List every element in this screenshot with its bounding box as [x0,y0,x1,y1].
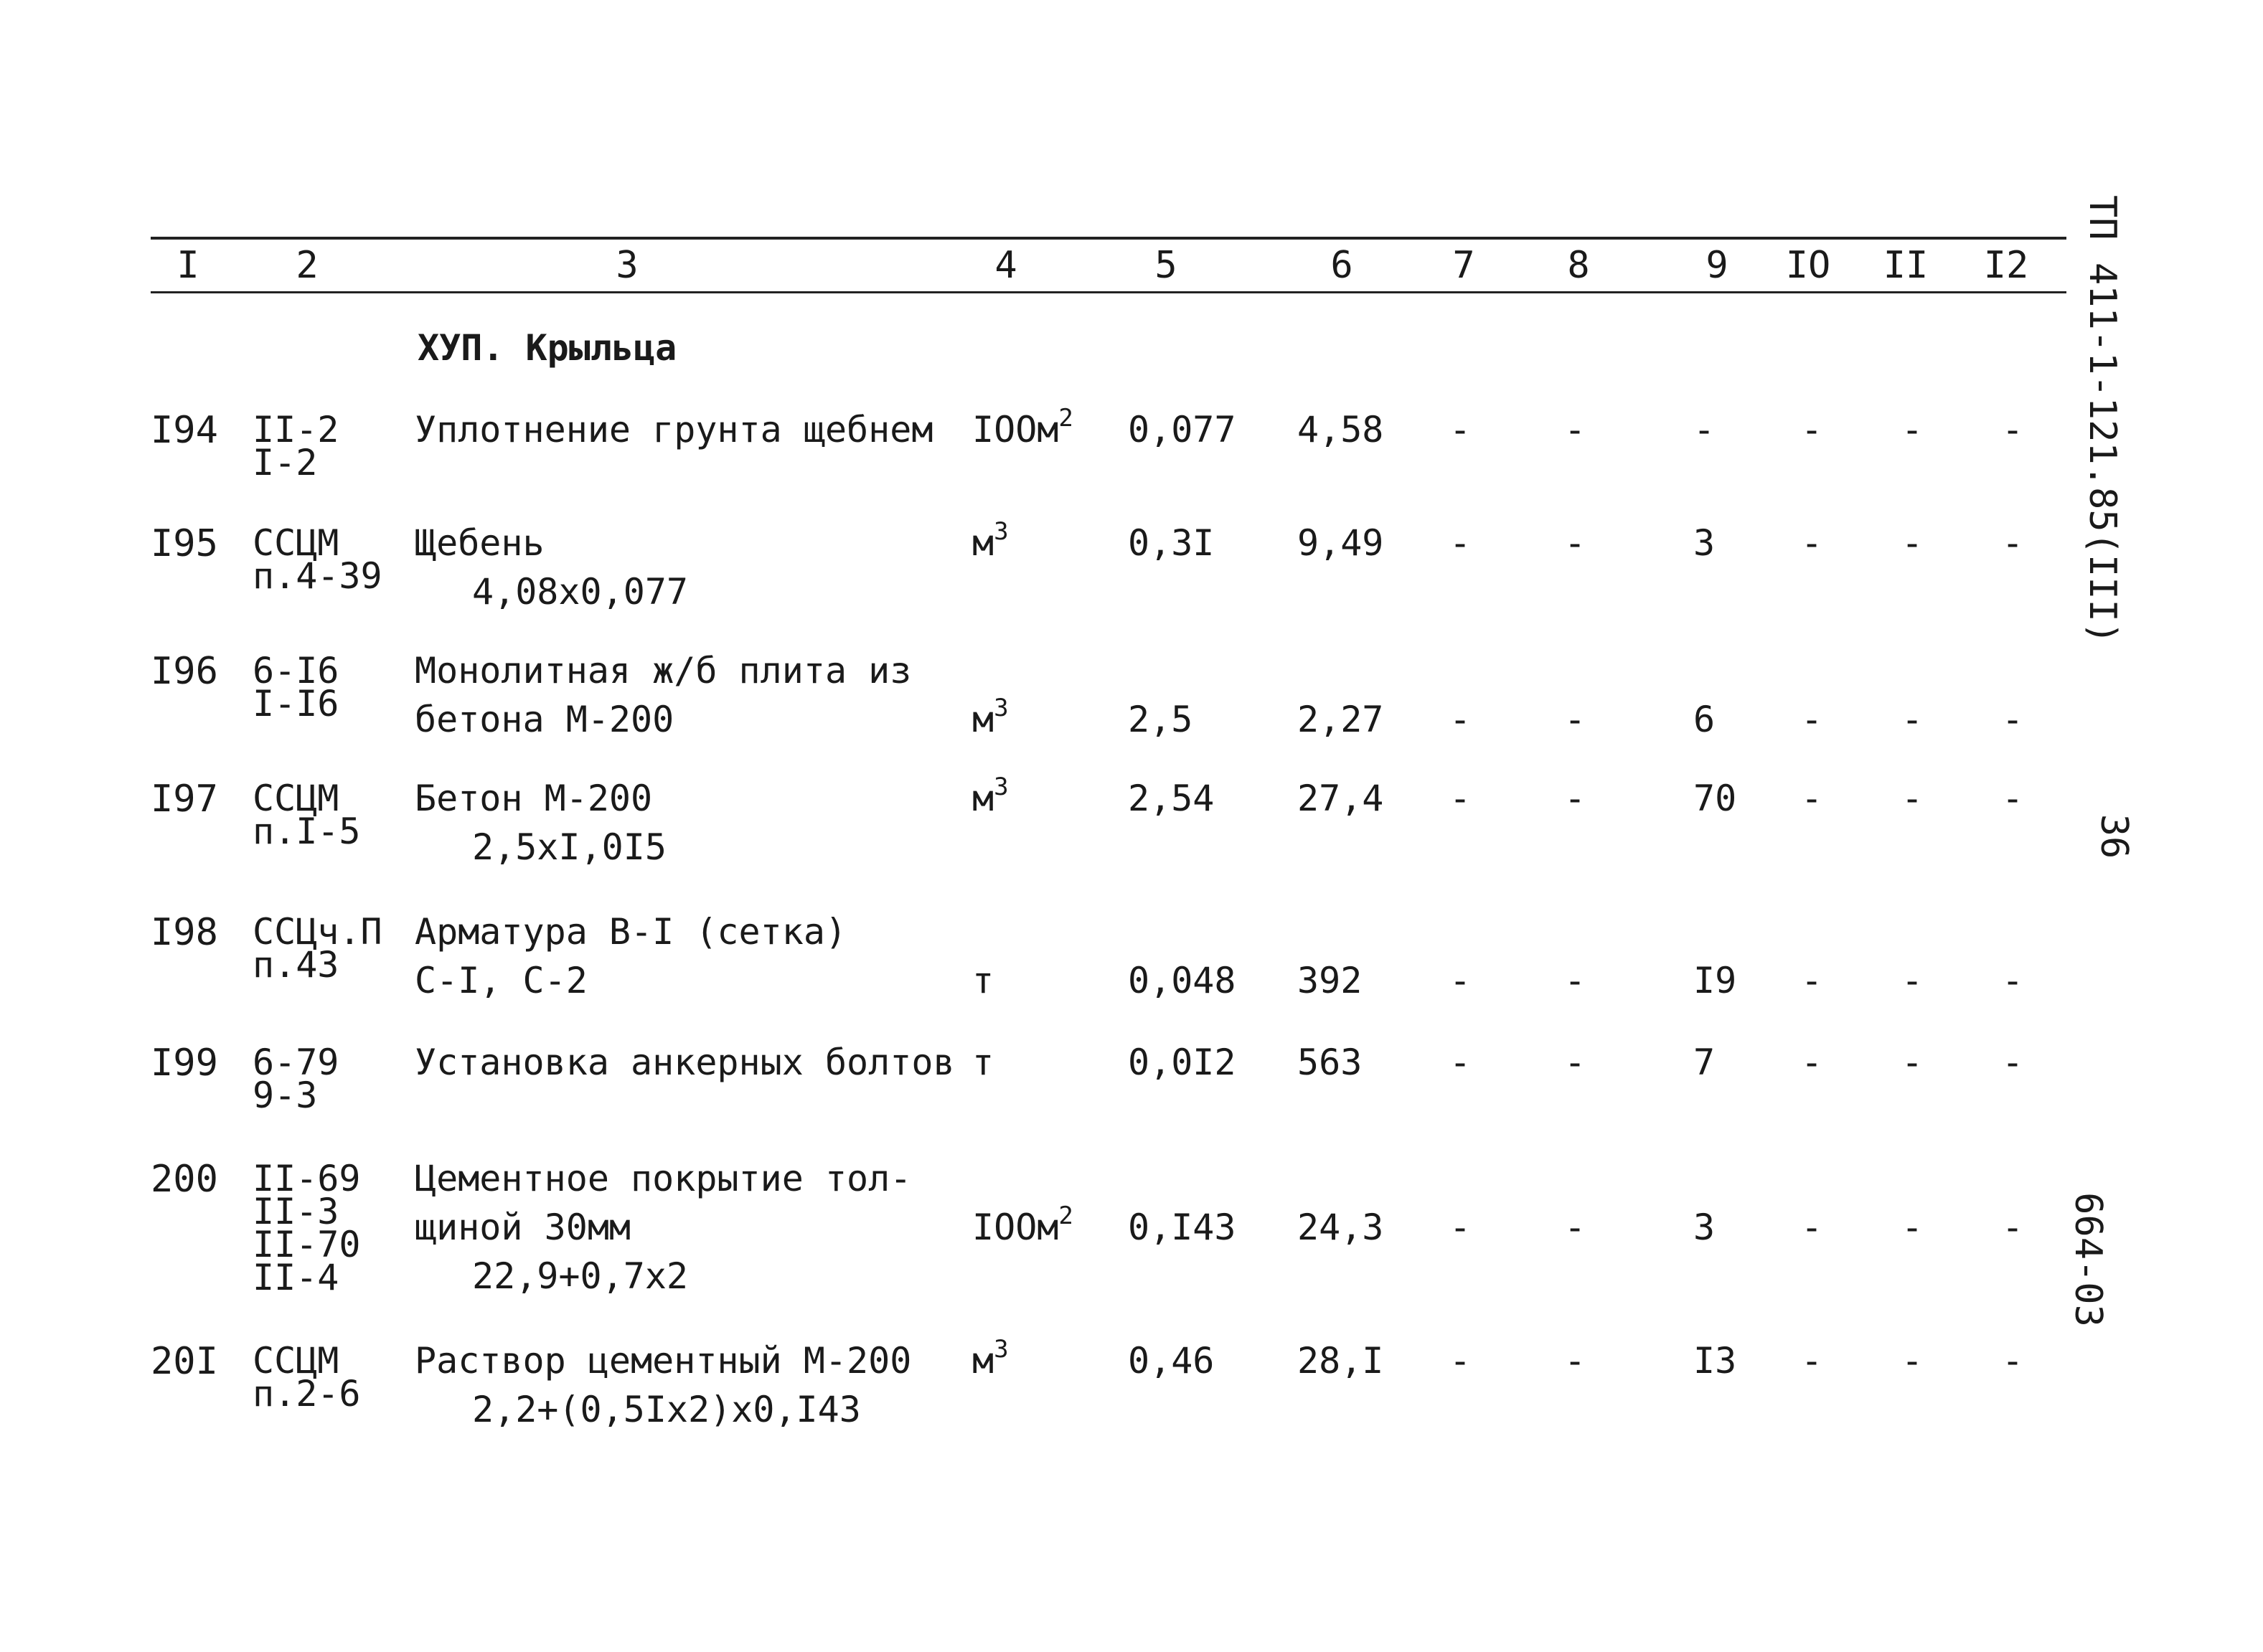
row-unit [972,694,1009,740]
col-header-7: 7 [1452,244,1475,287]
unit-text: т [972,960,994,1001]
row-code: 6-I6 [253,650,339,692]
row-code: ССЦч.П [253,911,382,953]
unit-text: IOOм [972,409,1059,450]
row-cell-c9: - [1693,409,1716,450]
row-name-line: 2,5xI,0I5 [472,826,667,868]
unit-text: м [972,778,994,819]
row-cell-c11: - [1901,409,1924,450]
row-number: I97 [151,778,218,821]
row-cell-c8: - [1564,522,1586,564]
col-header-12: I2 [1983,244,2029,287]
row-cell-c9: 6 [1693,699,1716,740]
unit-text: м [972,1340,994,1382]
row-number: I94 [151,409,218,452]
row-number: 20I [151,1340,218,1383]
row-cell-c10: - [1801,522,1823,564]
row-code: II-2 [253,409,339,450]
row-unit [972,1042,994,1083]
row-cell-c12: - [2002,1340,2024,1382]
sheet-code: 664-03 [2066,1192,2109,1327]
col-header-10: IO [1785,244,1831,287]
row-code: I-2 [253,442,318,483]
row-cell-c7: - [1449,1207,1472,1248]
row-unit [972,960,994,1001]
row-cell-c12: - [2002,960,2024,1001]
row-cell-c7: - [1449,778,1472,819]
row-price: 24,3 [1297,1207,1384,1248]
row-cell-c7: - [1449,960,1472,1001]
row-quantity: 0,077 [1128,409,1236,450]
row-code: ССЦМ [253,1340,339,1382]
row-cell-c10: - [1801,960,1823,1001]
unit-text: т [972,1042,994,1083]
col-header-8: 8 [1567,244,1590,287]
row-quantity: 2,54 [1128,778,1215,819]
row-cell-c8: - [1564,778,1586,819]
col-header-1: I [177,244,199,287]
row-cell-c7: - [1449,522,1472,564]
row-cell-c9: 3 [1693,1207,1716,1248]
row-code: 9-3 [253,1075,318,1116]
row-cell-c8: - [1564,960,1586,1001]
row-price: 392 [1297,960,1363,1001]
row-cell-c11: - [1901,960,1924,1001]
row-unit [972,773,1009,819]
page-number: 36 [2092,813,2135,859]
unit-exponent: 3 [994,773,1009,802]
row-cell-c8: - [1564,699,1586,740]
unit-text: м [972,522,994,564]
col-header-9: 9 [1706,244,1728,287]
row-cell-c11: - [1901,778,1924,819]
row-price: 2,27 [1297,699,1384,740]
doc-code: ТП 411-1-121.85(III) [2081,195,2124,645]
row-cell-c11: - [1901,699,1924,740]
row-name-line: 4,08x0,077 [472,571,689,613]
unit-text: м [972,699,994,740]
row-code: 6-79 [253,1042,339,1083]
row-name: Уплотнение грунта щебнем [415,409,933,450]
row-code: п.2-6 [253,1373,361,1415]
row-cell-c8: - [1564,1042,1586,1083]
unit-exponent: 3 [994,1335,1009,1364]
row-cell-c8: - [1564,1207,1586,1248]
row-code: II-4 [253,1257,339,1298]
row-cell-c9: 70 [1693,778,1737,819]
row-number: I99 [151,1042,218,1085]
row-name: Раствор цементный М-200 [415,1340,912,1382]
row-cell-c12: - [2002,699,2024,740]
row-quantity: 0,3I [1128,522,1215,564]
row-name-line: бетона М-200 [415,699,674,740]
row-cell-c12: - [2002,409,2024,450]
row-code: II-3 [253,1191,339,1232]
row-cell-c11: - [1901,1340,1924,1382]
row-cell-c12: - [2002,1042,2024,1083]
row-cell-c12: - [2002,778,2024,819]
row-number: I98 [151,911,218,954]
row-quantity: 0,46 [1128,1340,1215,1382]
header-top-rule [151,237,2066,240]
row-code: п.I-5 [253,811,361,852]
col-header-2: 2 [296,244,319,287]
col-header-3: 3 [616,244,639,287]
col-header-4: 4 [994,244,1017,287]
row-cell-c7: - [1449,1042,1472,1083]
row-name-line: С-I, С-2 [415,960,588,1001]
row-name: Арматура В-I (сетка) [415,911,847,953]
row-cell-c9: 7 [1693,1042,1716,1083]
col-header-6: 6 [1330,244,1353,287]
header-bottom-rule [151,291,2066,293]
row-cell-c9: 3 [1693,522,1716,564]
row-cell-c10: - [1801,778,1823,819]
row-price: 27,4 [1297,778,1384,819]
row-name: Бетон М-200 [415,778,653,819]
row-quantity: 2,5 [1128,699,1193,740]
row-cell-c8: - [1564,409,1586,450]
col-header-5: 5 [1154,244,1177,287]
row-price: 28,I [1297,1340,1384,1382]
row-name-line: 2,2+(0,5Ix2)x0,I43 [472,1389,861,1430]
row-unit [972,517,1009,564]
row-cell-c9: I9 [1693,960,1737,1001]
row-name: Цементное покрытие тол- [415,1158,912,1199]
unit-text: IOOм [972,1207,1059,1248]
row-cell-c11: - [1901,522,1924,564]
row-unit [972,1202,1073,1248]
row-cell-c11: - [1901,1207,1924,1248]
row-name: Щебень [415,522,545,564]
row-cell-c10: - [1801,1340,1823,1382]
row-number: 200 [151,1158,218,1201]
col-header-11: II [1883,244,1929,287]
unit-exponent: 3 [994,517,1009,547]
row-cell-c7: - [1449,1340,1472,1382]
row-cell-c10: - [1801,1042,1823,1083]
row-cell-c10: - [1801,1207,1823,1248]
row-cell-c10: - [1801,699,1823,740]
row-price: 563 [1297,1042,1363,1083]
row-quantity: 0,I43 [1128,1207,1236,1248]
row-code: ССЦМ [253,778,339,819]
row-code: II-69 [253,1158,361,1199]
row-price: 4,58 [1297,409,1384,450]
row-unit [972,404,1073,450]
row-quantity: 0,0I2 [1128,1042,1236,1083]
row-number: I96 [151,650,218,693]
row-quantity: 0,048 [1128,960,1236,1001]
row-number: I95 [151,522,218,565]
row-unit [972,1335,1009,1382]
unit-exponent: 3 [994,694,1009,723]
row-code: I-I6 [253,683,339,724]
row-name-line: 22,9+0,7x2 [472,1255,689,1297]
row-code: II-70 [253,1224,361,1265]
unit-exponent: 2 [1058,1202,1073,1231]
row-cell-c7: - [1449,699,1472,740]
row-cell-c12: - [2002,1207,2024,1248]
row-name-line: щиной 30мм [415,1207,631,1248]
row-price: 9,49 [1297,522,1384,564]
row-name: Монолитная ж/б плита из [415,650,912,692]
row-cell-c9: I3 [1693,1340,1737,1382]
unit-exponent: 2 [1058,404,1073,433]
row-name: Установка анкерных болтов [415,1042,955,1083]
row-cell-c7: - [1449,409,1472,450]
row-cell-c12: - [2002,522,2024,564]
row-code: п.4-39 [253,555,382,597]
row-cell-c10: - [1801,409,1823,450]
row-cell-c8: - [1564,1340,1586,1382]
section-title: ХУП. Крыльца [418,327,677,369]
row-code: ССЦМ [253,522,339,564]
row-cell-c11: - [1901,1042,1924,1083]
row-code: п.43 [253,944,339,986]
